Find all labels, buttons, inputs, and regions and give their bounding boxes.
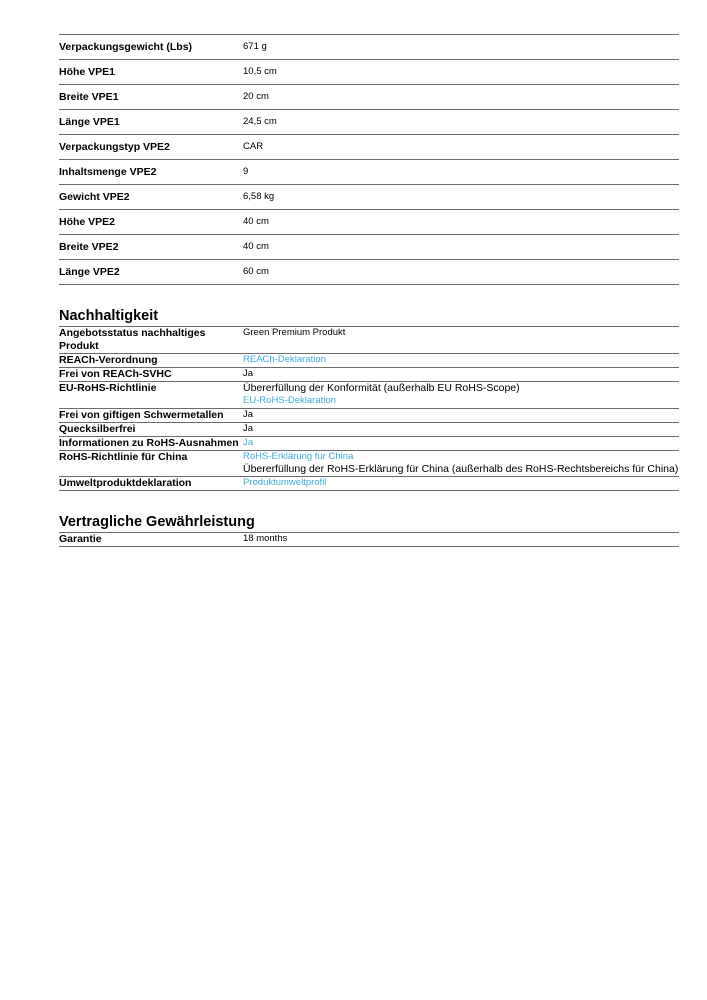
table-row bbox=[59, 185, 679, 210]
row-value: Green Premium Produkt bbox=[243, 327, 679, 354]
row-label: Gewicht VPE2 bbox=[59, 185, 243, 210]
table-row bbox=[59, 210, 679, 235]
section-title-sustainability: Nachhaltigkeit bbox=[59, 307, 679, 327]
table-row bbox=[59, 354, 679, 368]
china-rohs-declaration-link[interactable]: RoHS-Erklärung für China bbox=[243, 450, 354, 462]
table-row bbox=[59, 135, 679, 160]
row-value: 60 cm bbox=[243, 260, 679, 285]
reach-declaration-link[interactable]: REACh-Deklaration bbox=[243, 354, 326, 365]
table-row bbox=[59, 160, 679, 185]
row-value: 24,5 cm bbox=[243, 110, 679, 135]
row-value: 6,58 kg bbox=[243, 185, 679, 210]
row-label: Höhe VPE2 bbox=[59, 210, 243, 235]
section-title-warranty: Vertragliche Gewährleistung bbox=[59, 513, 679, 533]
row-value: Ja bbox=[243, 368, 679, 382]
table-row bbox=[59, 436, 679, 450]
row-value: 40 cm bbox=[243, 235, 679, 260]
row-value: 18 months bbox=[243, 533, 679, 547]
table-row bbox=[59, 60, 679, 85]
row-value: Ja bbox=[243, 422, 679, 436]
row-value: Übererfüllung der RoHS-Erklärung für China (außerhalb des RoHS-Rechtsbereichs für China) bbox=[243, 463, 679, 475]
row-label: Informationen zu RoHS-Ausnahmen bbox=[59, 436, 243, 450]
row-value: 10,5 cm bbox=[243, 60, 679, 85]
spec-page bbox=[59, 34, 679, 547]
table-row bbox=[59, 477, 679, 491]
row-label: Quecksilberfrei bbox=[59, 422, 243, 436]
row-label: Länge VPE2 bbox=[59, 260, 243, 285]
warranty-table bbox=[59, 533, 679, 547]
row-value: 20 cm bbox=[243, 85, 679, 110]
table-row bbox=[59, 327, 679, 354]
table-row bbox=[59, 35, 679, 60]
row-value: 9 bbox=[243, 160, 679, 185]
table-row bbox=[59, 85, 679, 110]
row-label: REACh-Verordnung bbox=[59, 354, 243, 368]
row-value: Ja bbox=[243, 408, 679, 422]
sustainability-table bbox=[59, 327, 679, 491]
table-row bbox=[59, 408, 679, 422]
row-label: EU-RoHS-Richtlinie bbox=[59, 382, 243, 409]
row-label: Umweltproduktdeklaration bbox=[59, 477, 243, 491]
product-environmental-profile-link[interactable]: Produktumweltprofil bbox=[243, 477, 327, 488]
row-label: Frei von giftigen Schwermetallen bbox=[59, 408, 243, 422]
packaging-table bbox=[59, 34, 679, 285]
row-label: Frei von REACh-SVHC bbox=[59, 368, 243, 382]
row-value: Übererfüllung der Konformität (außerhalb EU RoHS-Scope) bbox=[243, 382, 520, 394]
table-row bbox=[59, 533, 679, 547]
row-label: Garantie bbox=[59, 533, 243, 547]
row-label: Höhe VPE1 bbox=[59, 60, 243, 85]
row-label: Verpackungsgewicht (Lbs) bbox=[59, 35, 243, 60]
table-row bbox=[59, 260, 679, 285]
row-value: 671 g bbox=[243, 35, 679, 60]
row-label: Breite VPE2 bbox=[59, 235, 243, 260]
row-label: Länge VPE1 bbox=[59, 110, 243, 135]
table-row bbox=[59, 422, 679, 436]
table-row bbox=[59, 110, 679, 135]
row-label: RoHS-Richtlinie für China bbox=[59, 450, 243, 477]
row-value: 40 cm bbox=[243, 210, 679, 235]
table-row bbox=[59, 382, 679, 409]
table-row bbox=[59, 368, 679, 382]
row-label: Inhaltsmenge VPE2 bbox=[59, 160, 243, 185]
row-value: CAR bbox=[243, 135, 679, 160]
row-label: Angebotsstatus nachhaltiges Produkt bbox=[59, 327, 243, 354]
rohs-exemptions-link[interactable]: Ja bbox=[243, 436, 254, 448]
table-row bbox=[59, 450, 679, 477]
row-label: Breite VPE1 bbox=[59, 85, 243, 110]
table-row bbox=[59, 235, 679, 260]
eu-rohs-declaration-link[interactable]: EU-RoHS-Deklaration bbox=[243, 395, 336, 406]
row-label: Verpackungstyp VPE2 bbox=[59, 135, 243, 160]
